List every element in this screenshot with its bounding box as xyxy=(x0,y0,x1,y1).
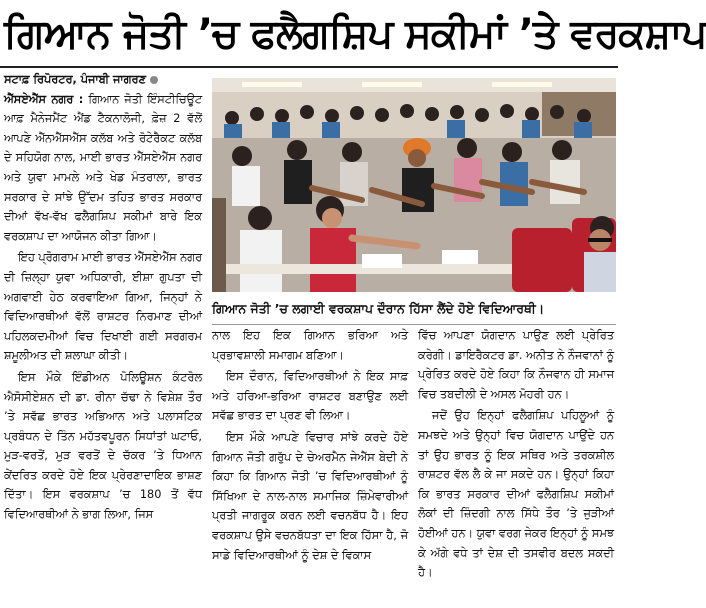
article-paragraph: ਵਿੱਚ ਆਪਣਾ ਯੋਗਦਾਨ ਪਾਉਣ ਲਈ ਪ੍ਰੇਰਿਤ ਕਰੇਗੀ। ਡਾਇਰੈਕਟਰ ਡਾ. ਅਨੀਤ ਨੇ ਨੌਜਵਾਨਾਂ ਨੂੰ ਪ੍ਰੇਰਿਤ ਕਰਦੇ ਹੋਏ ਕਿਹਾ ਕਿ ਨੌਜਵਾਨ ਹੀ ਸਮਾਜ ਵਿਚ ਤਬਦੀਲੀ ਦੇ ਅਸਲ ਮੋਹਰੀ ਹਨ। xyxy=(418,329,614,401)
student-face xyxy=(322,208,342,228)
headline: ਗਿਆਨ ਜੋਤੀ ’ਚ ਫਲੈਗਸ਼ਿਪ ਸਕੀਮਾਂ ’ਤੇ ਵਰਕਸ਼ਾਪ xyxy=(4,11,706,57)
red-chair xyxy=(512,228,572,292)
byline-bullet-icon xyxy=(150,76,158,84)
byline-text: ਸਟਾਫ਼ ਰਿਪੋਰਟਰ, ਪੰਜਾਬੀ ਜਾਗਰਣ xyxy=(4,73,146,86)
glasses-icon xyxy=(588,238,612,242)
article-paragraph xyxy=(4,90,202,247)
ceiling-light xyxy=(242,82,302,87)
article-paragraph: ਨਾਲ ਇਹ ਇਕ ਗਿਆਨ ਭਰਿਆ ਅਤੇ ਪ੍ਰਭਾਵਸ਼ਾਲੀ ਸਮਾਗਮ ਬਣਿਆ। xyxy=(212,329,408,362)
man-shirt xyxy=(584,252,616,292)
paper xyxy=(362,254,402,268)
student-shirt xyxy=(550,160,580,204)
student-face xyxy=(408,149,426,167)
ceiling-light xyxy=(492,82,552,87)
article-paragraph: ਜਦੋਂ ਉਹ ਇਨ੍ਹਾਂ ਫਲੈਗਸ਼ਿਪ ਪਹਿਲੂਆਂ ਨੂੰ ਸਮਝਦੇ ਅਤੇ ਉਨ੍ਹਾਂ ਵਿਚ ਯੋਗਦਾਨ ਪਾਉਂਦੇ ਹਨ ਤਾਂ ਉਹ ਭਾਰਤ ਨੂੰ ਇਕ ਸਥਿਰ ਅਤੇ ਤਰਕਸ਼ੀਲ ਰਾਸ਼ਟਰ ਵੱਲ ਲੈ ਕੇ ਜਾ ਸਕਦੇ ਹਨ। ਉਨ੍ਹਾਂ ਕਿਹਾ ਕਿ ਭਾਰਤ ਸਰਕਾਰ ਦੀਆਂ ਫਲੈਗਸ਼ਿਪ ਸਕੀਮਾਂ ਲੋਕਾਂ ਦੀ ਜ਼ਿੰਦਗੀ ਨਾਲ ਸਿੱਧੇ ਤੌਰ ’ਤੇ ਜੁੜੀਆਂ ਹੋਈਆਂ ਹਨ। ਯੁਵਾ ਵਰਗ ਜੇਕਰ ਇਨ੍ਹਾਂ ਨੂੰ ਸਮਝ ਕੇ ਅੱਗੇ ਵਧੇ ਤਾਂ ਦੇਸ਼ ਦੀ ਤਸਵੀਰ ਬਦਲ ਸਕਦੀ ਹੈ। xyxy=(418,409,614,580)
workshop-photo xyxy=(212,78,616,292)
headline-rule xyxy=(0,66,618,68)
paragraph-text: ਗਿਆਨ ਜੋਤੀ ਇੰਸਟੀਚਿਊਟ ਆਫ਼ ਮੈਨੇਜਮੈਂਟ ਐਂਡ ਟੈਕਨਾਲੋਜੀ, ਫ਼ੇਜ਼ 2 ਵੱਲੋਂ ਆਪਣੇ ਐੱਨਐੱਸਐੱਸ ਕਲੱਬ ਅਤੇ ਰੋਟੇਰੈਕਟ ਕਲੱਬ ਦੇ ਸਹਿਯੋਗ ਨਾਲ, ਮਾਈ ਭਾਰਤ ਐੱਸਏਐੱਸ ਨਗਰ ਅਤੇ ਯੁਵਾ ਮਾਮਲੇ ਅਤੇ ਖੇਡ ਮੰਤਰਾਲਾ, ਭਾਰਤ ਸਰਕਾਰ ਦੇ ਸਾਂਝੇ ਉੱਦਮ ਤਹਿਤ ਭਾਰਤ ਸਰਕਾਰ ਦੀਆਂ ਵੱਖ-ਵੱਖ ਫਲੈਗਸ਼ਿਪ ਸਕੀਮਾਂ ਬਾਰੇ ਇਕ ਵਰਕਸ਼ਾਪ ਦਾ ਆਯੋਜਨ ਕੀਤਾ ਗਿਆ। xyxy=(4,92,203,243)
article-paragraph: ਇਸ ਦੌਰਾਨ, ਵਿਦਿਆਰਥੀਆਂ ਨੇ ਇਕ ਸਾਫ਼ ਅਤੇ ਹਰਿਆ-ਭਰਿਆ ਰਾਸ਼ਟਰ ਬਣਾਉਣ ਲਈ ਸਵੱਛ ਭਾਰਤ ਦਾ ਪ੍ਰਣ ਵੀ ਲਿਆ। xyxy=(212,370,408,423)
paper xyxy=(442,250,478,264)
student-shirt xyxy=(232,166,260,206)
student-hair xyxy=(248,206,272,230)
white-shirt xyxy=(240,230,282,292)
student-shirt xyxy=(284,160,312,204)
byline xyxy=(4,70,202,90)
workshop-photo-illustration xyxy=(212,78,616,292)
article-column-1 xyxy=(4,70,202,606)
article-column-2 xyxy=(212,326,408,606)
photo-caption: ਗਿਆਨ ਜੋਤੀ ’ਚ ਲਗਾਈ ਵਰਕਸ਼ਾਪ ਦੌਰਾਨ ਹਿੱਸਾ ਲੈਂਦੇ ਹੋਏ ਵਿਦਿਆਰਥੀ। xyxy=(212,294,616,325)
article-paragraph: ਇਹ ਪ੍ਰੋਗਰਾਮ ਮਾਈ ਭਾਰਤ ਐੱਸਏਐੱਸ ਨਗਰ ਦੀ ਜ਼ਿਲ੍ਹਾ ਯੁਵਾ ਅਧਿਕਾਰੀ, ਈਸ਼ਾ ਗੁਪਤਾ ਦੀ ਅਗਵਾਈ ਹੇਠ ਕਰਵਾਇਆ ਗਿਆ, ਜਿਨ੍ਹਾਂ ਨੇ ਵਿਦਿਆਰਥੀਆਂ ਵੱਲੋਂ ਰਾਸ਼ਟਰ ਨਿਰਮਾਣ ਦੀਆਂ ਪਹਿਲਕਦਮੀਆਂ ਵਿਚ ਦਿਖਾਈ ਗਈ ਸਰਗਰਮ ਸ਼ਮੂਲੀਅਤ ਦੀ ਸ਼ਲਾਘਾ ਕੀਤੀ। xyxy=(4,251,202,363)
article-column-3 xyxy=(418,326,614,606)
article-paragraph: ਇਸ ਮੌਕੇ ਆਪਣੇ ਵਿਚਾਰ ਸਾਂਝੇ ਕਰਦੇ ਹੋਏ ਗਿਆਨ ਜੋਤੀ ਗਰੁੱਪ ਦੇ ਚੇਅਰਮੈਨ ਜੇਐੱਸ ਬੇਦੀ ਨੇ ਕਿਹਾ ਕਿ ਗਿਆਨ ਜੋਤੀ ’ਚ ਵਿਦਿਆਰਥੀਆਂ ਨੂੰ ਸਿੱਖਿਆ ਦੇ ਨਾਲ-ਨਾਲ ਸਮਾਜਿਕ ਜ਼ਿੰਮੇਵਾਰੀਆਂ ਪ੍ਰਤੀ ਜਾਗਰੂਕ ਕਰਨ ਲਈ ਵਚਨਬੱਧ ਹੈ। ਇਹ ਵਰਕਸ਼ਾਪ ਉਸੇ ਵਚਨਬੱਧਤਾ ਦਾ ਇਕ ਹਿੱਸਾ ਹੈ, ਜੋ ਸਾਡੇ ਵਿਦਿਆਰਥੀਆਂ ਨੂੰ ਦੇਸ਼ ਦੇ ਵਿਕਾਸ xyxy=(212,430,408,562)
article-paragraph: ਇਸ ਮੌਕੇ ਇੰਡੀਅਨ ਪੋਲਿਊਸ਼ਨ ਕੰਟਰੋਲ ਐਸੋਸੀਏਸ਼ਨ ਦੀ ਡਾ. ਰੀਨਾ ਚੱਢਾ ਨੇ ਵਿਸ਼ੇਸ਼ ਤੌਰ ’ਤੇ ਸਵੱਛ ਭਾਰਤ ਅਭਿਆਨ ਅਤੇ ਪਲਾਸਟਿਕ ਪ੍ਰਬੰਧਨ ਦੇ ਤਿੰਨ ਮਹੱਤਵਪੂਰਨ ਸਿਧਾਂਤਾਂ ਘਟਾਓ, ਮੁੜ-ਵਰਤੋਂ, ਮੁੜ ਵਰਤੋਂ ਦੇ ਚੱਕਰ ’ਤੇ ਧਿਆਨ ਕੇਂਦਰਿਤ ਕਰਦੇ ਹੋਏ ਇਕ ਪ੍ਰੇਰਣਾਦਾਇਕ ਭਾਸ਼ਣ ਦਿੱਤਾ। ਇਸ ਵਰਕਸ਼ਾਪ ’ਚ 180 ਤੋਂ ਵੱਧ ਵਿਦਿਆਰਥੀਆਂ ਨੇ ਭਾਗ ਲਿਆ, ਜਿਸ xyxy=(4,370,202,522)
left-edge-person xyxy=(212,198,226,292)
ceiling-light xyxy=(362,82,422,87)
dateline: ਐੱਸਏਐੱਸ ਨਗਰ : xyxy=(4,92,84,106)
